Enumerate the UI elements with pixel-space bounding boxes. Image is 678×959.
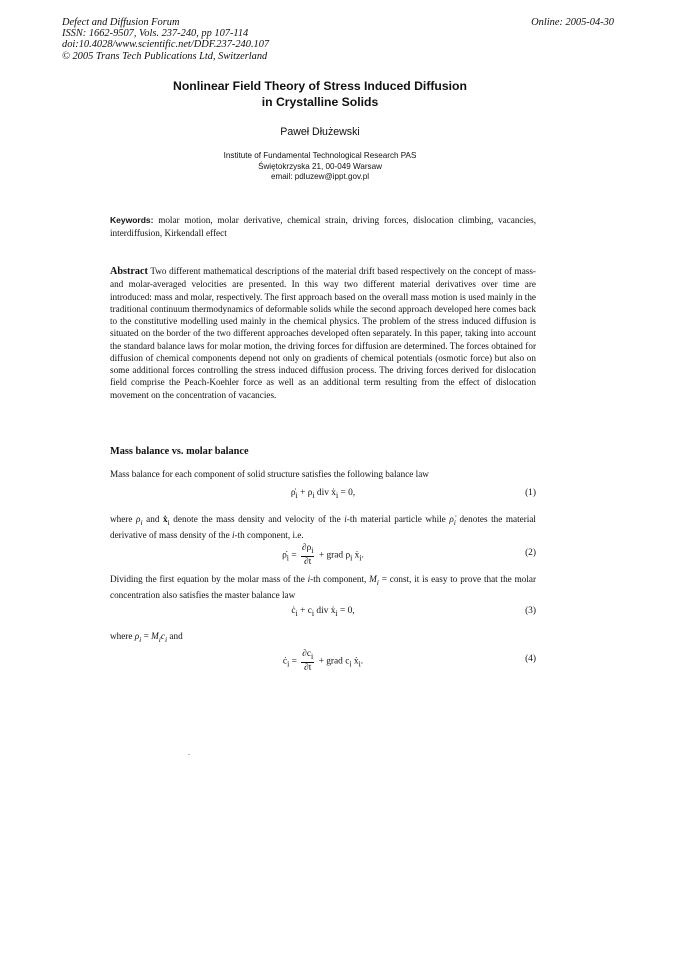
paper-title [110, 78, 530, 110]
author-name: Paweł Dłużewski [280, 126, 360, 138]
affiliation-institute: Institute of Fundamental Technological Research PAS [223, 151, 417, 160]
paragraph-molar-balance: Dividing the first equation by the molar mass of the i-th component, $M_i$ = const, it is easy to prove that the molar concentration also satisfies the master balance law [110, 574, 537, 601]
paragraph-where: where $\rho_i = M_ic_i$ and [110, 631, 183, 644]
equation-4: $ċ_i$ = $\frac{\partial c_i}{\partial t}$ + grad $c_i$ ẋ$_i$. [282, 649, 364, 673]
equation-1-number: (1) [525, 488, 536, 498]
equation-1-row [110, 488, 536, 510]
doi-line: doi:10.4028/www.scientific.net/DDF.237-240.107 [62, 39, 270, 51]
copyright-line: © 2005 Trans Tech Publications Ltd, Switzerland [62, 50, 268, 62]
journal-header [62, 17, 392, 62]
scan-speck [188, 754, 190, 755]
equation-2-row [110, 543, 536, 565]
equation-2: $\rhȯ_i$ = $\frac{\partial\rho_i}{\partial t}$ + grad $\rho_i$ ẋ$_i$. [282, 543, 364, 567]
issn-line: ISSN: 1662-9507, Vols. 237-240, pp 107-114 [62, 28, 249, 40]
abstract-label: Abstract [110, 266, 148, 277]
affiliation [110, 151, 530, 183]
title-line-2: in Crystalline Solids [261, 95, 379, 109]
equation-4-number: (4) [525, 654, 536, 664]
keywords-label: Keywords: [110, 215, 154, 225]
affiliation-address: Świętokrzyska 21, 00-049 Warsaw [258, 161, 382, 171]
equation-3: $ċ_i + c_i$ div ẋ$_i$ = 0, [291, 606, 355, 618]
equation-3-row [110, 606, 536, 628]
abstract [110, 265, 536, 401]
section-heading: Mass balance vs. molar balance [110, 446, 249, 457]
equation-2-number: (2) [525, 548, 536, 558]
paragraph-definitions: where $\rho_i$ and ẋ$_i$ denote the mass density and velocity of the i-th material particle while $\rhȯ_i$ denotes the material derivative of mass density of the i-th component, i.e. [110, 514, 536, 541]
equation-4-row [110, 649, 536, 671]
abstract-text: Two different mathematical descriptions of the material drift based respectively on the concept of mass- and molar-averaged velocities are presented. In this way two different material derivatives over time are introduced: mass and molar, respectively. The first approach based on the overall mass motion is used mainly in the traditional continuum thermodynamics of deformable solids while the second approach developed here comes back to the constitutive modelling used mainly in the chemical physics. The problem of the stress induced diffusion is situated on the border of the two different approaches developed often separately. In this paper, taking into account the standard balance laws for molar motion, the driving forces for diffusion are determined. The forces obtained for diffusion of chemical components depend not only on gradients of chemical potentials (osmotic force) but also on some additional forces controlling the stress induced diffusion process. The driving forces derived for dislocation field comprise the Peach-Koehler force as well as an additional term resulting from the effect of dislocation movement on the concentration of vacancies. [110, 266, 536, 400]
affiliation-email: email: pdluzew@ippt.gov.pl [270, 172, 370, 182]
equation-1: $\rhȯ_i + \rho_i$ div ẋ$_i$ = 0, [290, 488, 356, 500]
paragraph-mass-balance: Mass balance for each component of solid structure satisfies the following balance law [110, 469, 429, 479]
title-line-1: Nonlinear Field Theory of Stress Induced Diffusion [173, 79, 467, 93]
online-date: Online: 2005-04-30 [531, 17, 614, 28]
equation-3-number: (3) [525, 606, 536, 616]
keywords [110, 214, 536, 240]
keywords-text: molar motion, molar derivative, chemical strain, driving forces, dislocation climbing, vacancies, interdiffusion, Kirkendall effect [110, 215, 536, 238]
journal-name: Defect and Diffusion Forum [62, 17, 180, 28]
